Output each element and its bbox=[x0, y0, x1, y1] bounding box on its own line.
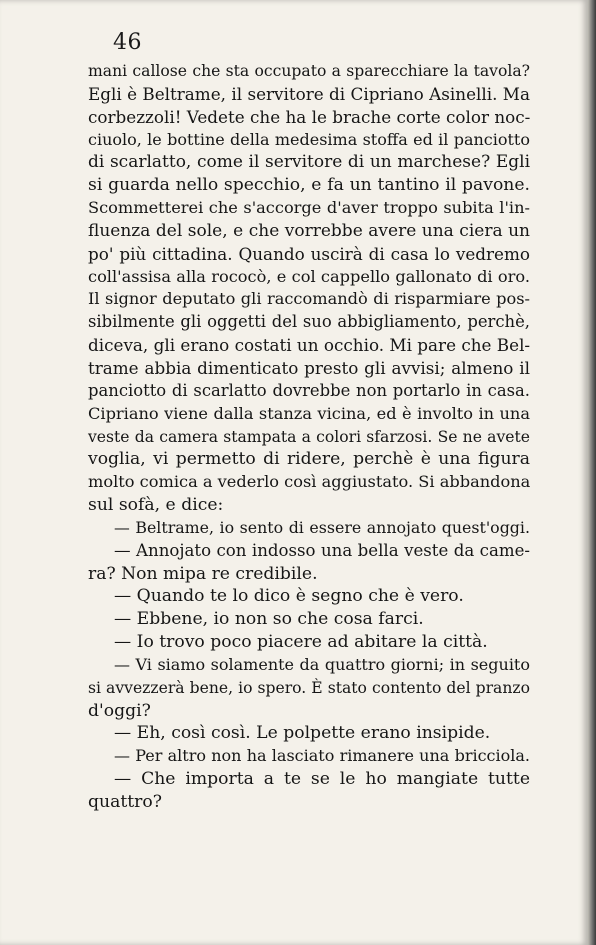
text-line: ra? Non mipa re credibile. bbox=[88, 563, 318, 584]
text-line: sibilmente gli oggetti del suo abbigliamento, perchè, bbox=[88, 312, 530, 332]
text-line: si guarda nello specchio, e fa un tantino il pavone. bbox=[88, 175, 530, 196]
text-line: corbezzoli! Vedete che ha le brache corte color noc- bbox=[88, 106, 531, 127]
text-line: si avvezzerà bene, io spero. È stato contento del pranzo bbox=[88, 678, 530, 697]
text-line: voglia, vi permetto di ridere, perchè è una figura bbox=[88, 449, 530, 470]
text-line: coll'assisa alla rococò, e col cappello gallonato di oro. bbox=[88, 266, 530, 286]
text-line: — Che importa a te se le ho mangiate tutte bbox=[114, 769, 530, 790]
text-line: molto comica a vederlo così aggiustato. Si abbandona bbox=[88, 472, 531, 492]
text-line: — Beltrame, io sento di essere annojato quest'oggi. bbox=[114, 517, 530, 537]
text-line: Il signor deputato gli raccomandò di risparmiare pos- bbox=[88, 289, 530, 309]
text-line: quattro? bbox=[88, 792, 162, 812]
text-line: d'oggi? bbox=[88, 700, 151, 721]
book-spine-shadow bbox=[588, 0, 596, 945]
text-line: mani callose che sta occupato a sparecchiare la tavola? bbox=[88, 62, 530, 80]
text-line: — Annojato con indosso una bella veste da came- bbox=[114, 540, 530, 560]
text-line: Egli è Beltrame, il servitore di Cipriano Asinelli. Ma bbox=[88, 83, 530, 104]
text-line: — Per altro non ha lasciato rimanere una bricciola. bbox=[114, 746, 530, 766]
text-line: Cipriano viene dalla stanza vicina, ed è involto in una bbox=[88, 403, 530, 423]
text-line: — Ebbene, io non so che cosa farci. bbox=[114, 609, 424, 630]
text-line: — Eh, così così. Le polpette erano insipide. bbox=[114, 723, 491, 744]
text-line: fluenza del sole, e che vorrebbe avere una ciera un bbox=[88, 220, 530, 241]
text-line: sul sofà, e dice: bbox=[88, 495, 224, 516]
text-line: di scarlatto, come il servitore di un marchese? Egli bbox=[88, 152, 530, 173]
text-line: trame abbia dimenticato presto gli avvisi; almeno il bbox=[88, 357, 530, 378]
page-text bbox=[88, 60, 530, 814]
text-line: — Io trovo poco piacere ad abitare la città. bbox=[114, 632, 488, 653]
text-line: — Quando te lo dico è segno che è vero. bbox=[114, 586, 464, 607]
text-line: veste da camera stampata a colori sfarzosi. Se ne avete bbox=[88, 427, 530, 446]
text-line: — Vi siamo solamente da quattro giorni; in seguito bbox=[114, 654, 530, 674]
text-line: po' più cittadina. Quando uscirà di casa lo vedremo bbox=[88, 243, 530, 264]
text-line: panciotto di scarlatto dovrebbe non portarlo in casa. bbox=[88, 380, 530, 400]
text-line: Scommetterei che s'accorge d'aver troppo subita l'in- bbox=[88, 198, 530, 218]
text-line: ciuolo, le bottine della medesima stoffa ed il panciotto bbox=[88, 129, 530, 149]
text-line: diceva, gli erano costati un occhio. Mi pare che Bel- bbox=[88, 335, 531, 356]
page-number: 46 bbox=[113, 30, 142, 55]
